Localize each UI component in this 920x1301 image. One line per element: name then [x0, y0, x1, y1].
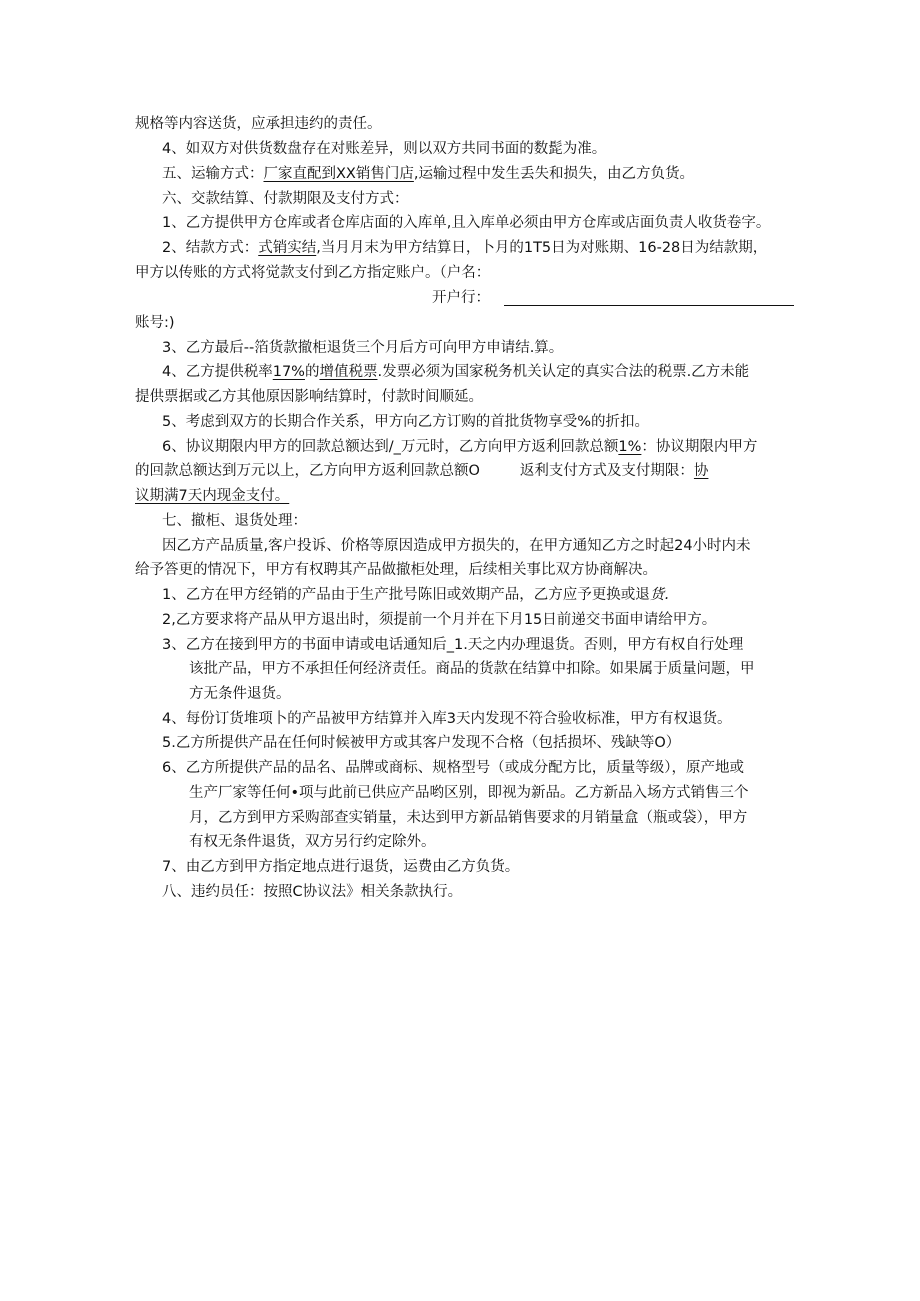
text-span: 该批产品，甲方不承担任何经济责任。商品的货款在结算中扣除。如果属于质量问题，甲 — [189, 661, 755, 677]
text-line — [135, 459, 708, 483]
text-line — [162, 211, 770, 235]
text-span: 4、乙方提供税率 — [162, 364, 273, 380]
underlined-text: 厂家直配到XX销售门店 — [263, 166, 414, 182]
text-span: 提供票据或乙方其他原因影响结算时，付款时间顺延。 — [135, 389, 483, 405]
text-line — [135, 484, 289, 508]
text-span: 因乙方产品质量,客户投诉、价格等原因造成甲方损失的，在甲方通知乙方之时起24小时内未 — [162, 538, 751, 554]
underlined-text: 增值税票 — [319, 364, 378, 380]
text-line — [162, 509, 307, 533]
section-heading: 八、违约员任：按照C协议法》相关条款执行。 — [162, 884, 463, 900]
text-span: ,运输过程中发生丢失和损失，由乙方负货。 — [413, 166, 694, 182]
account-label: 账号:) — [135, 315, 175, 331]
text-span: 7、由乙方到甲方指定地点进行退货，运费由乙方负货。 — [162, 859, 520, 875]
text-line — [135, 385, 483, 409]
text-span: 3、乙方最后--箔货款撤柜退货三个月后方可向甲方申请结.算。 — [162, 340, 564, 356]
text-span: 3、乙方在接到甲方的书面申请或电话通知后_1.天之内办理退货。否则，甲方有权自行处理 — [162, 637, 744, 653]
text-line — [162, 534, 751, 558]
section-heading: 七、撤柜、退货处理： — [162, 513, 307, 529]
text-span: 方无条件退货。 — [189, 686, 291, 702]
text-span: 1、乙方在甲方经销的产品由于生产批号陈旧或效期产品，乙方应予更换或退 — [162, 587, 650, 603]
text-line — [162, 756, 744, 780]
text-span: 给予答更的情况下，甲方有权聘其产品做撤柜处理，后续相关事比双方协商解决。 — [135, 562, 657, 578]
text-line — [162, 187, 409, 211]
text-span: 月，乙方到甲方采购部查实销量，未达到甲方新品销售要求的月销量盒（瓶或袋），甲方 — [189, 810, 748, 826]
text-line — [189, 806, 747, 830]
text-span: 2、结款方式： — [162, 240, 259, 256]
text-line — [162, 608, 716, 632]
text-span: 有权无条件退货，双方另行约定除外。 — [189, 834, 436, 850]
underlined-text: 17% — [272, 364, 305, 380]
text-line — [189, 781, 749, 805]
text-span: 2,乙方要求将产品从甲方退出时，须提前一个月并在下月15日前递交书面申请给甲方。 — [162, 612, 717, 628]
text-line — [162, 855, 519, 879]
underlined-text: 协 — [693, 463, 709, 479]
text-line — [162, 410, 649, 434]
text-span: 的回款总额达到万元以上，乙方向甲方返利回款总额O — [135, 463, 480, 479]
text-span: 1、乙方提供甲方仓库或者仓库店面的入库单,且入库单必须由甲方仓库或店面负责人收货卷字。 — [162, 215, 771, 231]
text-span: 6、乙方所提供产品的品名、品牌或商标、规格型号（或成分配方比，质量等级），原产地或 — [162, 760, 744, 776]
text-line — [135, 558, 657, 582]
text-line — [162, 162, 694, 186]
text-span: ：协议期限内甲方 — [641, 439, 758, 455]
handwritten-text: 货. — [649, 587, 669, 603]
text-line — [135, 311, 175, 335]
text-line — [135, 112, 382, 136]
text-span: 生产厂家等任何•项与此前已供应产品哟区别，即视为新品。乙方新品入场方式销售三个 — [189, 785, 749, 801]
bank-label: 开户行： — [432, 290, 490, 306]
text-line — [162, 236, 767, 260]
text-span: 4、每份订货堆项卜的产品被甲方结算并入库3天内发现不符合验收标准，甲方有权退货。 — [162, 711, 732, 727]
text-line — [162, 360, 749, 384]
text-line — [162, 336, 563, 360]
text-line — [162, 583, 669, 607]
text-span: 规格等内容送货，应承担违约的责任。 — [135, 116, 382, 132]
text-span: 五、运输方式： — [162, 166, 264, 182]
text-span: 6、协议期限内甲方的回款总额达到/_万元时，乙方向甲方返利回款总额 — [162, 439, 619, 455]
text-line — [162, 435, 757, 459]
text-line — [189, 830, 436, 854]
text-span: 返利支付方式及支付期限： — [519, 463, 694, 479]
text-span: 4、如双方对供货数盘存在对账差异，则以双方共同书面的数髭为准。 — [162, 141, 607, 157]
text-line — [162, 137, 606, 161]
text-span: ,当月月末为甲方结算日，卜月的1T5日为对账期、16-28日为结款期， — [316, 240, 768, 256]
text-line — [162, 707, 731, 731]
text-span: 5、考虑到双方的长期合作关系，甲方向乙方订购的首批货物享受%的折扣。 — [162, 414, 650, 430]
text-line — [162, 731, 680, 755]
section-heading: 六、交款结算、付款期限及支付方式： — [162, 191, 409, 207]
text-line — [189, 657, 755, 681]
text-line — [162, 880, 462, 904]
text-span: 甲方以传账的方式将觉款支付到乙方指定账户。（户名： — [135, 265, 491, 281]
text-line — [432, 286, 794, 310]
underlined-text: 议期满7天内现金支付。 — [135, 488, 290, 504]
text-line — [162, 633, 743, 657]
text-span: 的 — [304, 364, 320, 380]
underlined-text: 式销实结 — [258, 240, 317, 256]
blank-line — [504, 291, 794, 306]
text-span: 5.乙方所提供产品在任何时候被甲方或其客户发现不合格（包括损坏、残缺等O） — [162, 735, 681, 751]
text-span: .发票必须为国家税务机关认定的真实合法的税票.乙方未能 — [377, 364, 750, 380]
underlined-text: 1% — [618, 439, 642, 455]
text-line — [189, 682, 291, 706]
text-line — [135, 261, 490, 285]
